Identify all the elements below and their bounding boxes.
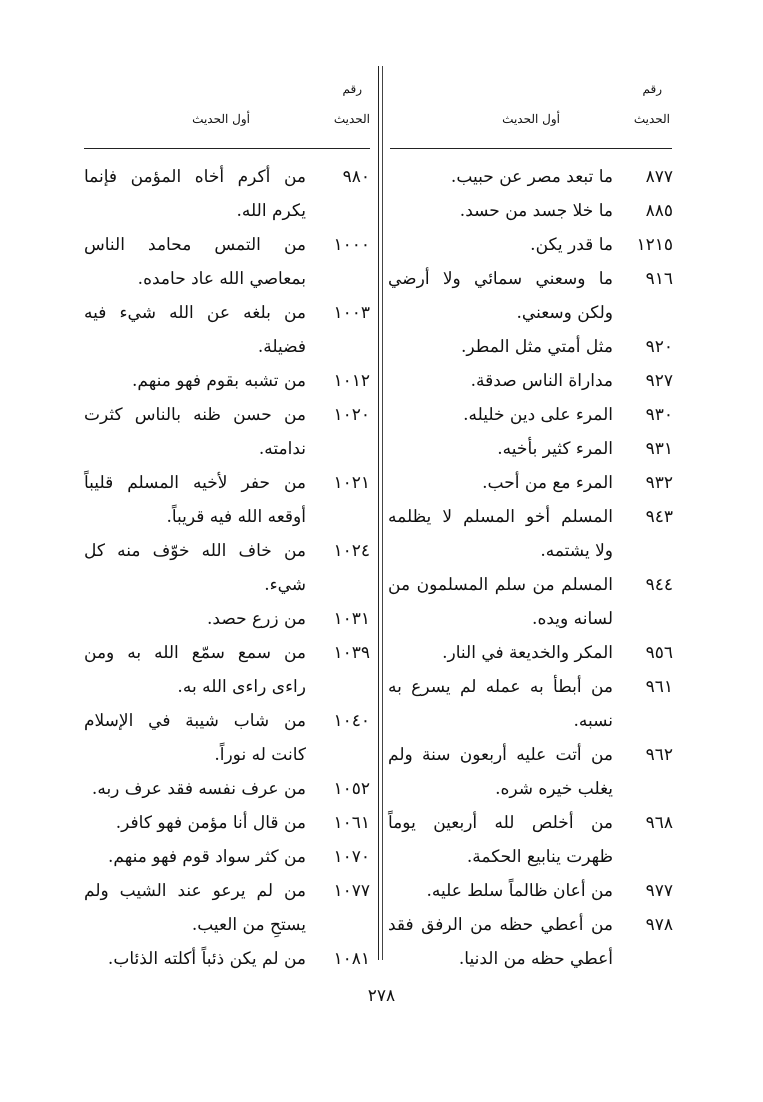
hadith-number: ١٠١٢	[333, 371, 370, 391]
hadith-text: مثل أمتي مثل المطر.	[460, 337, 613, 357]
hadith-text: المرء على دين خليله.	[463, 405, 613, 425]
list-item	[388, 364, 673, 398]
hadith-number: ١٠٢٤	[333, 541, 370, 561]
hadith-number: ١٠٥٢	[333, 779, 370, 799]
header-rule-right	[390, 148, 672, 149]
hadith-text: من شاب شيبة في الإسلام كانت له نوراً.	[84, 711, 306, 765]
hadith-text: من أخلص لله أربعين يوماً ظهرت ينابيع الحكمة.	[388, 813, 613, 867]
hadith-text: ما تبعد مصر عن حبيب.	[450, 167, 613, 187]
hadith-number: ١٠٦١	[333, 813, 370, 833]
hadith-text: من قال أنا مؤمن فهو كافر.	[115, 813, 306, 833]
hadith-text: المكر والخديعة في النار.	[442, 643, 613, 663]
list-item	[84, 840, 370, 874]
hadith-text: من بلغه عن الله شيء فيه فضيلة.	[84, 303, 306, 357]
list-item	[388, 432, 673, 466]
hadith-text: من تشبه بقوم فهو منهم.	[132, 371, 306, 391]
hadith-text: المرء مع من أحب.	[482, 473, 613, 493]
hadith-number: ٩٣٢	[645, 473, 673, 493]
list-item	[388, 228, 673, 262]
list-item	[388, 738, 673, 806]
hadith-number: ٩٣١	[645, 439, 673, 459]
hadith-number: ٩٧٨	[645, 915, 673, 935]
list-item	[84, 806, 370, 840]
list-item	[84, 466, 370, 534]
hadith-start-label: أول الحديث	[502, 112, 560, 126]
list-item	[388, 194, 673, 228]
hadith-text: من حفر لأخيه المسلم قليباً أوقعه الله فيه قريباً.	[84, 473, 306, 527]
hadith-text: من أعطي حظه من الرفق فقد أعطي حظه من الدنيا.	[388, 915, 613, 969]
list-item	[388, 466, 673, 500]
hadith-text: المسلم أخو المسلم لا يظلمه ولا يشتمه.	[388, 507, 613, 561]
hadith-text: مداراة الناس صدقة.	[470, 371, 613, 391]
list-item	[84, 874, 370, 942]
hadith-number: ١٠٢١	[333, 473, 370, 493]
hadith-number: ٩٢٧	[645, 371, 673, 391]
hadith-number: ١٠٨١	[333, 949, 370, 969]
list-item	[84, 772, 370, 806]
list-item	[388, 806, 673, 874]
hadith-number: ٩٢٠	[645, 337, 673, 357]
page-number: ٢٧٨	[367, 986, 396, 1006]
right-hadith-list	[388, 160, 673, 976]
list-item	[388, 500, 673, 568]
hadith-number: ٩٦٢	[645, 745, 673, 765]
hadith-number: ١٠٢٠	[333, 405, 370, 425]
hadith-text: من التمس محامد الناس بمعاصي الله عاد حامده.	[84, 235, 306, 289]
list-item	[84, 534, 370, 602]
list-item	[388, 160, 673, 194]
hadith-text: من أبطأ به عمله لم يسرع به نسبه.	[388, 677, 613, 731]
hadith-text: من أكرم أخاه المؤمن فإنما يكرم الله.	[84, 167, 306, 221]
left-hadith-list	[84, 160, 370, 976]
hadith-number: ٩٥٦	[645, 643, 673, 663]
hadith-number: ١٠٠٣	[333, 303, 370, 323]
hadith-number: ١٠٣١	[333, 609, 370, 629]
hadith-number: ١٠٠٠	[333, 235, 370, 255]
hadith-number: ١٢١٥	[636, 235, 673, 255]
hadith-number-label-top: رقم	[642, 82, 662, 96]
column-divider	[378, 66, 379, 960]
list-item	[388, 568, 673, 636]
list-item	[84, 398, 370, 466]
hadith-text: ما قدر يكن.	[530, 235, 613, 255]
hadith-number: ٩٤٣	[645, 507, 673, 527]
list-item	[84, 296, 370, 364]
hadith-text: من أتت عليه أربعون سنة ولم يغلب خيره شره.	[388, 745, 613, 799]
right-column-header	[392, 80, 670, 142]
list-item	[84, 636, 370, 704]
list-item	[388, 908, 673, 976]
list-item	[388, 398, 673, 432]
hadith-number: ٩١٦	[645, 269, 673, 289]
hadith-number: ٨٨٥	[645, 201, 673, 221]
hadith-text: من لم يكن ذئباً أكلته الذئاب.	[107, 949, 306, 969]
hadith-number-label-top: رقم	[342, 82, 362, 96]
list-item	[388, 262, 673, 330]
list-item	[388, 330, 673, 364]
hadith-text: من عرف نفسه فقد عرف ربه.	[91, 779, 306, 799]
hadith-text: ما خلا جسد من حسد.	[459, 201, 613, 221]
list-item	[84, 704, 370, 772]
hadith-text: من أعان ظالماً سلط عليه.	[426, 881, 613, 901]
hadith-number: ٩٨٠	[342, 167, 370, 187]
list-item	[84, 160, 370, 228]
hadith-number: ٩٣٠	[645, 405, 673, 425]
list-item	[388, 670, 673, 738]
hadith-number: ٨٧٧	[645, 167, 673, 187]
list-item	[84, 364, 370, 398]
hadith-number: ١٠٧٠	[333, 847, 370, 867]
hadith-number: ١٠٤٠	[333, 711, 370, 731]
hadith-text: من لم يرعو عند الشيب ولم يستحِ من العيب.	[84, 881, 306, 935]
list-item	[388, 636, 673, 670]
list-item	[84, 942, 370, 976]
hadith-number: ١٠٧٧	[333, 881, 370, 901]
hadith-text: ما وسعني سمائي ولا أرضي ولكن وسعني.	[388, 269, 613, 323]
hadith-number: ٩٦٨	[645, 813, 673, 833]
hadith-text: من زرع حصد.	[207, 609, 306, 629]
header-rule-left	[84, 148, 370, 149]
list-item	[84, 602, 370, 636]
hadith-text: من كثر سواد قوم فهو منهم.	[108, 847, 306, 867]
column-divider-inner	[382, 66, 383, 960]
hadith-text: المسلم من سلم المسلمون من لسانه ويده.	[388, 575, 613, 629]
hadith-number-label-bottom: الحديث	[333, 112, 370, 126]
hadith-number: ٩٧٧	[645, 881, 673, 901]
hadith-number-label-bottom: الحديث	[633, 112, 670, 126]
hadith-text: من سمع سمّع الله به ومن راءى راءى الله به.	[84, 643, 306, 697]
hadith-text: من حسن ظنه بالناس كثرت ندامته.	[84, 405, 306, 459]
list-item	[84, 228, 370, 296]
hadith-text: المرء كثير بأخيه.	[497, 439, 613, 459]
hadith-number: ٩٦١	[645, 677, 673, 697]
hadith-number: ١٠٣٩	[333, 643, 370, 663]
hadith-start-label: أول الحديث	[192, 112, 250, 126]
left-column-header	[84, 80, 370, 142]
hadith-number: ٩٤٤	[645, 575, 673, 595]
hadith-text: من خاف الله خوّف منه كل شيء.	[84, 541, 306, 595]
list-item	[388, 874, 673, 908]
